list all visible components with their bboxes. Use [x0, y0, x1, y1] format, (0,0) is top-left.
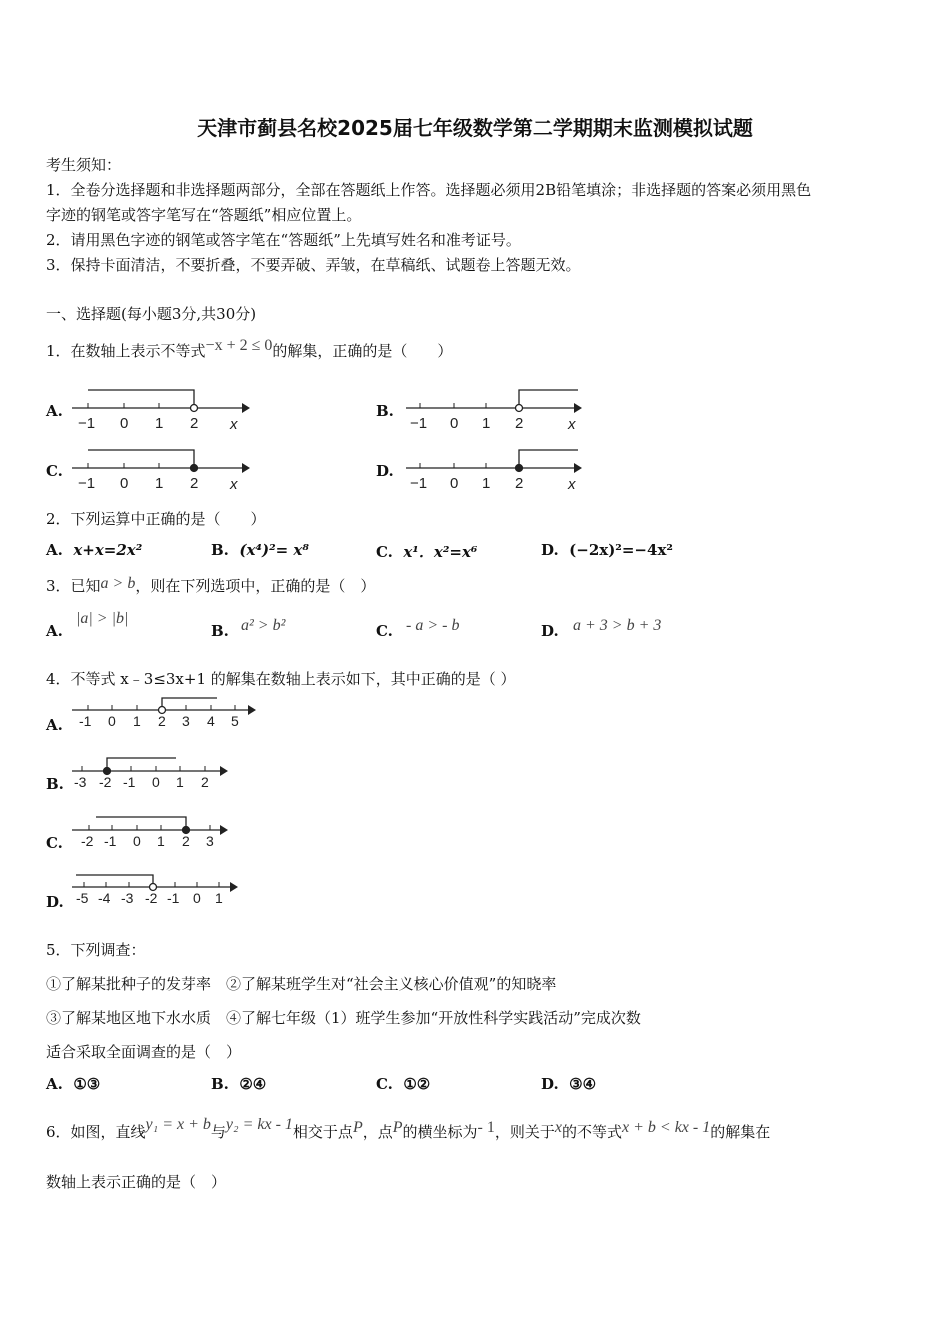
notice-item-2: 2．请用黑色字迹的钢笔或答字笔在“答题纸”上先填写姓名和准考证号。	[46, 231, 521, 249]
q5-label-b: B.	[211, 1075, 229, 1093]
q1-label-c: C.	[46, 462, 63, 480]
q2-text-b: (x⁴)²= x⁸	[239, 541, 309, 559]
q3-suffix: ，则在下列选项中，正确的是（ ）	[135, 577, 376, 595]
notice-item-1-cont: 字迹的钢笔或答字笔写在“答题纸”相应位置上。	[46, 206, 362, 224]
tick-label: 0	[450, 415, 459, 432]
q6-expr-6: x	[554, 1119, 562, 1136]
tick-label: 4	[207, 713, 215, 729]
q5-stem: 5．下列调查：	[46, 941, 146, 959]
q1-stem	[46, 337, 453, 361]
tick-label: 5	[231, 713, 239, 729]
q2-label-b: B.	[211, 541, 229, 559]
q3-prefix: 3．已知	[46, 577, 101, 595]
axis-var: x	[230, 476, 238, 493]
tick-label: 0	[450, 475, 459, 492]
tick-label: 2	[158, 713, 166, 729]
q6-part-8: 的解集在	[710, 1123, 771, 1141]
q6-expr-4: P	[392, 1119, 403, 1136]
q3-option-a: |a| > |b|	[76, 610, 129, 627]
q6-part-3: 相交于点	[292, 1123, 353, 1141]
tick-label: 1	[176, 774, 184, 790]
tick-label: -2	[145, 890, 158, 906]
axis-var: x	[230, 416, 238, 433]
q6-expr-2: y₂ = kx - 1	[225, 1116, 293, 1133]
notice-item-3: 3．保持卡面清洁，不要折叠，不要弄破、弄皱，在草稿纸、试题卷上答题无效。	[46, 256, 581, 274]
tick-label: -1	[167, 890, 180, 906]
q6-expr-3: P	[352, 1119, 363, 1136]
notice-heading: 考生须知：	[46, 156, 122, 174]
q4-stem: 4．不等式 x﹣3≤3x+1 的解集在数轴上表示如下，其中正确的是（ ）	[46, 670, 516, 688]
q4-label-b: B.	[46, 775, 64, 793]
q5-label-c: C.	[376, 1075, 393, 1093]
q1-numberline-c	[70, 444, 250, 496]
tick-label: -4	[98, 890, 111, 906]
tick-label: 1	[482, 415, 491, 432]
tick-label: 1	[482, 475, 491, 492]
tick-label: 2	[201, 774, 209, 790]
tick-label: −1	[410, 415, 428, 432]
tick-label: 1	[215, 890, 223, 906]
q2-text-d: (−2x)²=−4x²	[569, 541, 673, 559]
q3-label-a: A.	[46, 622, 63, 640]
tick-label: 2	[515, 475, 524, 492]
q1-label-b: B.	[376, 402, 394, 420]
tick-label: 3	[206, 833, 214, 849]
q2-label-d: D.	[541, 541, 559, 559]
q4-numberline-a	[70, 693, 260, 731]
tick-label: 1	[133, 713, 141, 729]
q4-label-d: D.	[46, 893, 64, 911]
axis-var: x	[568, 416, 576, 433]
q5-text-c: ①②	[403, 1075, 431, 1093]
q2-stem: 2．下列运算中正确的是（ ）	[46, 510, 266, 528]
q5-text-a: ①③	[73, 1075, 101, 1093]
q3-stem	[46, 575, 375, 596]
tick-label: 0	[133, 833, 141, 849]
q1-label-a: A.	[46, 402, 63, 420]
q5-line-1: ①了解某批种子的发芽率 ②了解某班学生对“社会主义核心价值观”的知晓率	[46, 975, 557, 993]
q1-numberline-a	[70, 384, 250, 436]
q1-numberline-d	[404, 444, 584, 496]
q5-label-d: D.	[541, 1075, 559, 1093]
tick-label: 2	[515, 415, 524, 432]
tick-label: 0	[120, 415, 129, 432]
q6-part-4: ，点	[362, 1123, 393, 1141]
q4-label-c: C.	[46, 834, 63, 852]
q1-expression: −x + 2 ≤ 0	[205, 337, 273, 354]
q5-line-3: 适合采取全面调查的是（ ）	[46, 1043, 242, 1061]
q3-label-d: D.	[541, 622, 559, 640]
notice-item-1: 1．全卷分选择题和非选择题两部分，全部在答题纸上作答。选择题必须用2B铅笔填涂；非选择题的答案必须用黑色	[46, 181, 812, 199]
tick-label: -2	[99, 774, 112, 790]
q6-line-2: 数轴上表示正确的是（ ）	[46, 1173, 227, 1191]
q1-suffix: 的解集，正确的是（ ）	[272, 342, 453, 360]
page-title: 天津市蓟县名校2025届七年级数学第二学期期末监测模拟试题	[197, 116, 753, 140]
tick-label: 2	[190, 475, 199, 492]
q6-part-6: ，则关于	[494, 1123, 555, 1141]
tick-label: 0	[152, 774, 160, 790]
q2-option-c	[376, 541, 477, 562]
tick-label: 3	[182, 713, 190, 729]
q2-label-a: A.	[46, 541, 63, 559]
tick-label: −1	[410, 475, 428, 492]
q6-stem	[46, 1116, 771, 1142]
q4-numberline-c	[70, 811, 240, 849]
q4-numberline-d	[70, 870, 250, 908]
tick-label: -1	[123, 774, 136, 790]
tick-label: -2	[81, 833, 94, 849]
q5-option-a	[46, 1075, 100, 1093]
tick-label: -1	[104, 833, 117, 849]
tick-label: 2	[182, 833, 190, 849]
tick-label: -5	[76, 890, 89, 906]
tick-label: 1	[155, 415, 164, 432]
tick-label: 1	[157, 833, 165, 849]
q5-option-b	[211, 1075, 266, 1093]
tick-label: 2	[190, 415, 199, 432]
q6-part-7: 的不等式	[561, 1123, 622, 1141]
q3-label-c: C.	[376, 622, 393, 640]
q6-part-2: 与	[210, 1123, 226, 1141]
q4-label-a: A.	[46, 716, 63, 734]
tick-label: -3	[74, 774, 87, 790]
q3-option-d: a + 3 > b + 3	[573, 617, 662, 634]
tick-label: 1	[155, 475, 164, 492]
q5-label-a: A.	[46, 1075, 63, 1093]
q3-option-c: - a > - b	[406, 617, 460, 634]
q3-condition: a > b	[100, 575, 136, 592]
q4-numberline-b	[70, 752, 240, 790]
q6-expr-1: y₁ = x + b	[145, 1116, 211, 1133]
q2-option-b	[211, 541, 309, 559]
q1-numberline-b	[404, 384, 584, 436]
tick-label: 0	[108, 713, 116, 729]
q5-option-c	[376, 1075, 430, 1093]
q5-line-2: ③了解某地区地下水水质 ④了解七年级（1）班学生参加“开放性科学实践活动”完成次数	[46, 1009, 641, 1027]
q6-expr-7: x + b < kx - 1	[622, 1119, 711, 1136]
q5-text-d: ③④	[569, 1075, 597, 1093]
q2-text-a: x+x=2x²	[73, 541, 143, 559]
q2-option-d	[541, 541, 673, 559]
q1-prefix: 1．在数轴上表示不等式	[46, 342, 206, 360]
q3-label-b: B.	[211, 622, 229, 640]
tick-label: −1	[78, 415, 96, 432]
q6-expr-5: - 1	[477, 1119, 495, 1136]
section-heading: 一、选择题(每小题3分,共30分)	[46, 305, 257, 323]
q5-text-b: ②④	[239, 1075, 267, 1093]
tick-label: 0	[193, 890, 201, 906]
q6-part-5: 的横坐标为	[402, 1123, 478, 1141]
q1-label-d: D.	[376, 462, 394, 480]
tick-label: 0	[120, 475, 129, 492]
q6-part-1: 6．如图，直线	[46, 1123, 146, 1141]
q2-text-c: x¹．x²=x⁶	[403, 543, 478, 561]
q3-option-b: a² > b²	[241, 617, 286, 634]
q2-option-a	[46, 541, 142, 559]
axis-var: x	[568, 476, 576, 493]
q5-option-d	[541, 1075, 596, 1093]
tick-label: −1	[78, 475, 96, 492]
tick-label: -1	[79, 713, 92, 729]
tick-label: -3	[121, 890, 134, 906]
q2-label-c: C.	[376, 543, 393, 561]
